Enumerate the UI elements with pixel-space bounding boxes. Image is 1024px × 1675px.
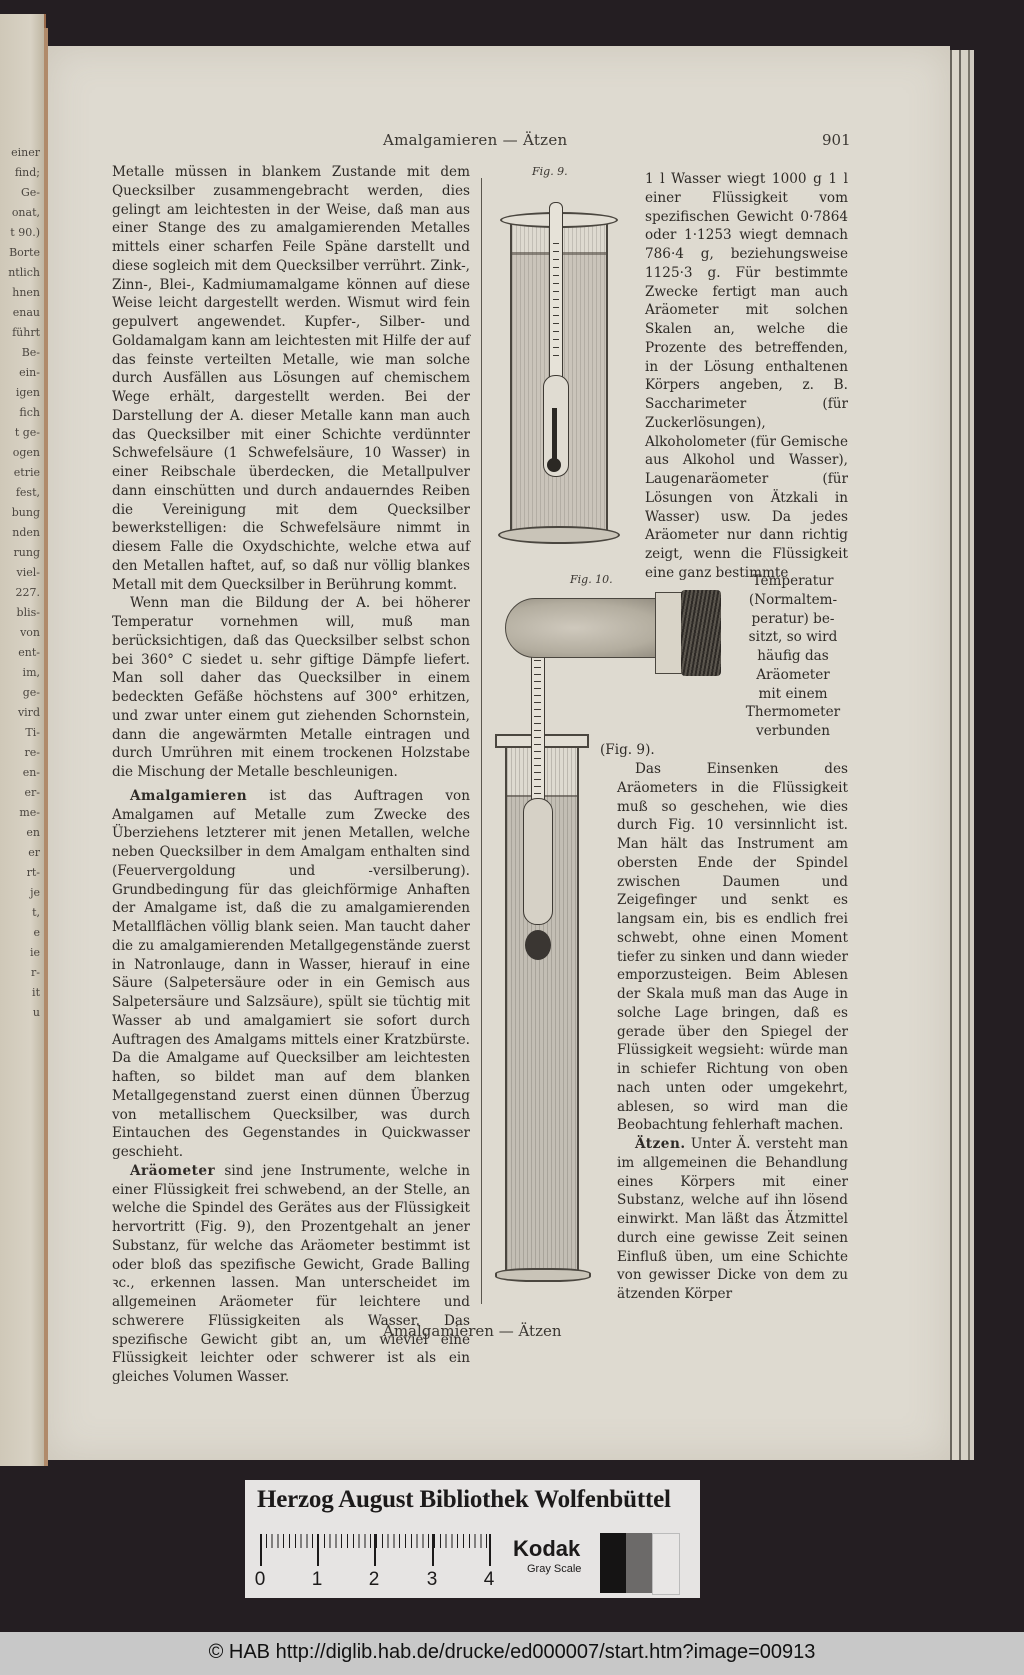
previous-page-text-fragment: Ti- <box>25 726 40 739</box>
previous-page-edge <box>0 14 46 1466</box>
gray-swatch-white <box>652 1533 680 1595</box>
entry-araeometer-text: sind jene Instrumente, welche in einer Flüssigkeit frei schwebend, an der Stelle, an welche die Spindel des Gerätes aus der Flüssigkeit hervortritt (Fig. 9), den Prozentgehalt an jener Substanz, für welche das Aräometer bestimmt ist oder bloß das spezifische Gewicht, Grade Balling ꝛc., erkennen lassen. Man unterscheidet im allgemeinen Aräometer für leichtere und schwerere Flüssigkeiten als Wasser. Das spezifische Gewicht gibt an, um wieviel eine Flüssigkeit leichter oder schwerer ist als ein gleiches Volumen Wasser. <box>112 1162 470 1385</box>
fig10-caption: Fig. 10. <box>570 573 613 586</box>
previous-page-text-fragment: t 90.) <box>10 226 40 239</box>
ruler-label: 0 <box>254 1569 266 1590</box>
previous-page-text-fragment: fich <box>19 406 40 419</box>
figure-reference: (Fig. 9). <box>600 742 655 758</box>
previous-page-text-fragment: u <box>32 1006 40 1019</box>
previous-page-text-fragment: Be- <box>21 346 40 359</box>
previous-page-text-fragment: einer <box>11 146 40 159</box>
previous-page-text-fragment: onat, <box>11 206 40 219</box>
copyright-footer <box>0 1632 1024 1675</box>
previous-page-text-fragment: en- <box>22 766 40 779</box>
previous-page-text-fragment: bung <box>11 506 40 519</box>
previous-page-text-fragment: en <box>26 826 40 839</box>
gray-scale-label: Gray Scale <box>527 1563 582 1575</box>
text-line: (Normaltem- <box>748 591 838 608</box>
entry-amalgamieren <box>112 787 470 1162</box>
thermometer-column <box>552 408 557 463</box>
previous-page-text-fragment: von <box>20 626 40 639</box>
text-line: Temperatur <box>752 573 834 589</box>
ruler-label: 3 <box>426 1569 438 1590</box>
ruler-label: 1 <box>311 1569 323 1590</box>
entry-aetzen-text: Unter Ä. versteht man im allgemeinen die Behandlung eines Körpers mit einer Substanz, welche auf ihn lösend einwirkt. Man läßt das Ätzmittel durch eine gewisse Zeit seinen Einfluß üben, um eine Schichte von gewisser Dicke von dem zu ätzenden Körper <box>617 1136 848 1302</box>
page-stack-edges <box>950 50 974 1460</box>
previous-page-text-fragment: ein- <box>19 366 40 379</box>
column-rule <box>481 178 482 1304</box>
previous-page-text-fragment: je <box>30 886 40 899</box>
fig9-hydrometer-with-thermometer-illustration <box>498 210 618 548</box>
coat-sleeve <box>681 590 721 676</box>
text-line: häufig das <box>757 648 829 664</box>
ruler-label: 4 <box>483 1569 495 1590</box>
entry-aetzen <box>617 1135 848 1304</box>
right-text-column-bottom <box>617 760 848 1304</box>
previous-page-text-fragment: blis- <box>16 606 40 619</box>
previous-page-text-fragment: Borte <box>9 246 40 259</box>
hydrometer-weight <box>525 930 551 960</box>
previous-page-text-fragment: Ge- <box>20 186 40 199</box>
thermometer-bulb <box>547 458 561 472</box>
previous-page-text-fragment: re- <box>24 746 40 759</box>
shirt-cuff <box>655 592 683 674</box>
previous-page-text-fragment: t ge- <box>14 426 40 439</box>
previous-page-text-fragment: me- <box>19 806 40 819</box>
running-head: Amalgamieren — Ätzen <box>383 131 568 149</box>
text-line: sitzt, so wird <box>748 629 838 646</box>
previous-page-text-fragment: im, <box>22 666 40 679</box>
left-text-column <box>112 163 470 1387</box>
previous-page-text-fragment: er <box>28 846 40 859</box>
library-name: Herzog August Bibliothek Wolfenbüttel <box>257 1486 671 1513</box>
previous-page-text-fragment: enau <box>12 306 40 319</box>
lemma-amalgamieren: Amalgamieren <box>130 787 248 804</box>
previous-page-text-fragment: ogen <box>12 446 40 459</box>
previous-page-text-fragment: er- <box>24 786 40 799</box>
fig9-caption: Fig. 9. <box>532 165 568 178</box>
text-line: Thermometer <box>745 704 841 721</box>
hydrometer-bulb <box>523 798 553 925</box>
ruler-label: 2 <box>368 1569 380 1590</box>
centimeter-ruler <box>254 1522 500 1592</box>
cylinder-base <box>498 526 620 544</box>
previous-page-text-fragment: viel- <box>16 566 40 579</box>
text-line: peratur) be- <box>751 610 835 627</box>
previous-page-text-fragment: 227. <box>15 586 40 599</box>
previous-page-text-fragment: hnen <box>12 286 40 299</box>
previous-page-text-fragment: ge- <box>22 686 40 699</box>
gray-swatch-black <box>600 1533 626 1593</box>
previous-page-text-fragment: führt <box>12 326 40 339</box>
previous-page-text-fragment: igen <box>15 386 40 399</box>
entry-araeometer <box>112 1162 470 1387</box>
previous-page-text-fragment: vird <box>17 706 40 719</box>
cylinder-base <box>495 1268 591 1282</box>
previous-page-text-fragment: r- <box>31 966 40 979</box>
page-number: 901 <box>822 131 851 149</box>
lemma-araeometer: Aräometer <box>130 1162 216 1179</box>
gray-swatch-mid <box>626 1533 652 1593</box>
entry-amalgamieren-text: ist das Auftragen von Amalgamen auf Metalle zum Zwecke des Überziehens letzterer mit jenen Metallen, welche neben Quecksilber in dem Amalgam enthalten sind (Feuervergoldung und -versilberung). Grundbedingung für das gleichförmige Anhaften der Amalgame ist, daß die zu amalgamierenden Metallflächen völlig blank seien. Man taucht daher die zu amalgamierenden Metallgegenstände zuerst in Natronlauge, dann in Wasser, hierauf in eine Säure (Salpetersäure oder in ein Gemisch aus Salpetersäure und Salzsäure), spült sie tüchtig mit Wasser ab und amalgamiert sie sofort durch Auftragen des Amalgams mittels einer Kratzbürste. Da die Amalgame auf Quecksilber am leichtesten haften, so bildet man auf dem blanken Metallgegenstand zuerst einen dünnen Überzug von metallischem Quecksilber, was durch Eintauchen des Gegenstandes in Quickwasser geschieht. <box>112 787 470 1160</box>
right-text-column-top: 1 l Wasser wiegt 1000 g 1 l einer Flüssigkeit vom spezifischen Gewicht 0·7864 oder 1·1253 wiegt demnach 786·4 g, beziehungsweise 1125·3 g. Für bestimmte Zwecke fertigt man auch Aräometer mit solchen Skalen an, welche die Prozente des betreffenden, in der Lösung enthaltenen Körpers angeben, z. B. Saccharimeter (für Zuckerlösungen), Alkoholometer (für Gemische aus Alkohol und Wasser), Laugenaräometer (für Lösungen von Ätzkali in Wasser) usw. Da jedes Aräometer nur dann richtig zeigt, wenn die Flüssigkeit eine ganz bestimmte <box>645 171 848 581</box>
previous-page-text-fragment: find; <box>14 166 40 179</box>
paragraph-metalle: Metalle müssen in blankem Zustande mit dem Quecksilber zusammengebracht werden, dies gelingt am leichtesten in der Weise, daß man aus einer Stange des zu amalgamierenden Metalles mittels einer scharfen Feile Späne darstellt und diese sogleich mit dem Quecksilber verrührt. Zink-, Zinn-, Blei-, Kadmiumamalgame können auf diese Weise leicht dargestellt werden. Wismut wird fein gepulvert angewendet. Kupfer-, Silber- und Goldamalgam kann am leichtesten mit Hilfe der auf das feinste verteilten Metalle, wie man solche durch Ausfällen aus Lösungen auf chemischem Wege erhält, dargestellt werden. Bei der Darstellung der A. dieser Metalle kann man auch das Quecksilber mit einer Schichte verdünnter Schwefelsäure (1 Schwefelsäure, 10 Wasser) in einer Reibschale überdecken, die Metallpulver dann einschütten und durch andauerndes Reiben die Vereinigung mit dem Quecksilber bewerkstelligen: die Schwefelsäure nimmt in diesem Falle die Oxydschichte, welche etwa auf den Metallen haftet, auf, so daß nur völlig blankes Metall mit dem Quecksilber in Berührung kommt. <box>112 164 470 593</box>
hydrometer-stem <box>549 202 563 379</box>
hab-scale-banner <box>245 1480 700 1598</box>
ruler-minor-ticks <box>260 1534 492 1548</box>
running-foot: Amalgamieren — Ätzen <box>383 1322 562 1340</box>
previous-page-text-fragment: ent- <box>18 646 40 659</box>
previous-page-text-fragment: e <box>33 926 40 939</box>
previous-page-text-fragment: rt- <box>26 866 40 879</box>
previous-page-text-fragment: it <box>32 986 40 999</box>
copyright-link[interactable]: © HAB http://diglib.hab.de/drucke/ed000007/start.htm?image=00913 <box>208 1641 816 1663</box>
previous-page-text-fragment: ie <box>29 946 40 959</box>
kodak-logo: Kodak <box>513 1536 581 1561</box>
paragraph-einsenken: Das Einsenken des Aräometers in die Flüssigkeit muß so geschehen, wie dies durch Fig. 10 versinnlicht ist. Man hält das Instrument am obersten Ende der Spindel zwischen Daumen und Zeigefinger und senkt es langsam ein, bis es endlich frei schwebt, ohne einen Moment tiefer zu sinken und dann wieder emporzusteigen. Beim Ablesen der Skala muß man das Auge in solche Lage bringen, daß es gerade über den Spiegel der Flüssigkeit wegsieht: würde man in schiefer Richtung von oben nach unten oder umgekehrt, ablesen, so wird man die Beobachtung fehlerhaft machen. <box>617 761 848 1134</box>
previous-page-text-fragment: rung <box>13 546 40 559</box>
text-line: Aräometer <box>756 666 830 683</box>
lemma-aetzen: Ätzen. <box>635 1136 686 1152</box>
text-line: verbunden <box>756 723 830 739</box>
previous-page-text-fragment: nden <box>12 526 40 539</box>
hand <box>505 598 677 658</box>
right-text-narrow <box>738 572 848 741</box>
previous-page-text-fragment: fest, <box>15 486 40 499</box>
paragraph-temperatur: Wenn man die Bildung der A. bei höherer Temperatur vornehmen will, muß man berücksichtigen, daß das Quecksilber selbst schon bei 360° C siedet u. sehr giftige Dämpfe liefert. Man soll daher das Quecksilber in einem bedeckten Gefäße höchstens auf 300° erhitzen, und zwar unter einem gut ziehenden Schornstein, dann die angewärmten Metalle eintragen und durch Umrühren mit einem trockenen Holzstabe die Mischung der Metalle beschleunigen. <box>112 595 470 780</box>
previous-page-text-fragment: t, <box>32 906 40 919</box>
previous-page-text-fragment: ntlich <box>8 266 40 279</box>
text-line: mit einem <box>758 685 828 702</box>
previous-page-text-fragment: etrie <box>13 466 40 479</box>
